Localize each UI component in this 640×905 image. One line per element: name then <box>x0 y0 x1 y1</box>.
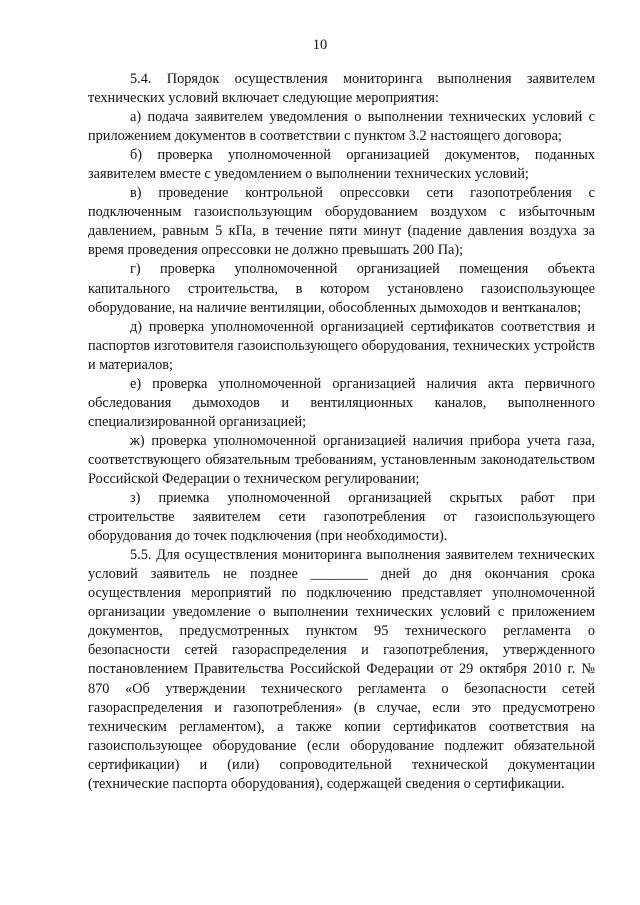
list-item-zh: ж) проверка уполномоченной организацией наличия прибора учета газа, соответствующего обязательным требованиям, установленным законодательством Российской Федерации о техническом регулировании; <box>88 432 595 487</box>
list-item-a: а) подача заявителем уведомления о выполнении технических условий с приложением документов в соответствии с пунктом 3.2 настоящего договора; <box>88 109 595 145</box>
list-item-v: в) проведение контрольной опрессовки сети газопотребления с подключенным газоиспользующим оборудованием воздухом с избыточным давлением, равным 5 кПа, в течение пяти минут (падение давления воздуха за время проведения опрессовки не должно превышать 200 Па); <box>88 185 595 259</box>
list-item-g: г) проверка уполномоченной организацией помещения объекта капитального строительства, в котором установлено газоиспользующее оборудование, на наличие вентиляции, обособленных дымоходов и вентканалов; <box>88 261 595 316</box>
list-item-e: е) проверка уполномоченной организацией наличия акта первичного обследования дымоходов и вентиляционных каналов, выполненного специализированной организацией; <box>88 375 595 430</box>
page-number: 10 <box>312 37 328 53</box>
paragraph-5-5: 5.5. Для осуществления мониторинга выполнения заявителем технических условий заявитель не позднее ________ дней до дня окончания срока осуществления мероприятий по подключению представляет уполномоченной организации уведомление о выполнении технических условий с приложением документов, предусмотренных пунктом 95 технического регламента о безопасности сетей газораспределения и газопотребления, утвержденного постановлением Правительства Российской Федерации от 29 октября 2010 г. № 870 «Об утверждении технического регламента о безопасности сетей газораспределения и газопотребления» (в случае, если это предусмотрено техническим регламентом), а также копии сертификатов соответствия на газоиспользующее оборудование (если оборудование подлежит обязательной сертификации) и (или) сопроводительной технической документации (технические паспорта оборудования), содержащей сведения о сертификации. <box>88 547 595 792</box>
list-item-d: д) проверка уполномоченной организацией сертификатов соответствия и паспортов изготовителя газоиспользующего оборудования, технических устройств и материалов; <box>88 318 595 373</box>
list-item-z: з) приемка уполномоченной организацией скрытых работ при строительстве заявителем сети газопотребления от газоиспользующего оборудования до точек подключения (при необходимости). <box>88 490 595 545</box>
document-body <box>88 70 595 794</box>
list-item-b: б) проверка уполномоченной организацией документов, поданных заявителем вместе с уведомлением о выполнении технических условий; <box>88 147 595 183</box>
paragraph-5-4-intro: 5.4. Порядок осуществления мониторинга выполнения заявителем технических условий включает следующие мероприятия: <box>88 71 595 107</box>
